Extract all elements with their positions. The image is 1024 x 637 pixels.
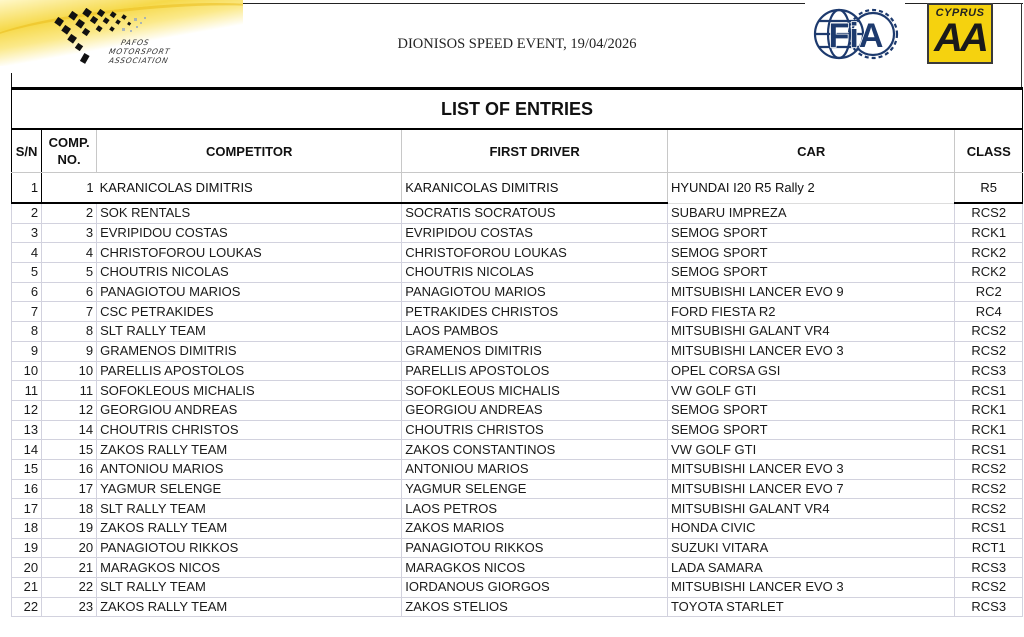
cell-competitor: SLT RALLY TEAM [97,322,402,342]
cell-first-driver: GRAMENOS DIMITRIS [402,341,668,361]
cell-class: RCS1 [955,440,1023,460]
logo-text-line: ASSOCIATION [108,56,170,65]
cell-car: LADA SAMARA [667,558,955,578]
cell-competitor: SOFOKLEOUS MICHALIS [97,381,402,401]
cell-comp-no: 17 [42,479,97,499]
cell-class: RCK1 [955,223,1023,243]
cell-car: SEMOG SPORT [667,420,955,440]
cell-comp-no: 22 [42,578,97,598]
cell-class: RCK2 [955,263,1023,283]
cell-first-driver: MARAGKOS NICOS [402,558,668,578]
cell-competitor: SOK RENTALS [97,203,402,223]
cell-competitor: CSC PETRAKIDES [97,302,402,322]
cell-class: RCS1 [955,519,1023,539]
cell-comp-no: 9 [42,341,97,361]
table-row [12,597,1023,617]
cell-first-driver: SOFOKLEOUS MICHALIS [402,381,668,401]
logo-text-line: MOTORSPORT [108,47,172,56]
cell-first-driver: PANAGIOTOU RIKKOS [402,538,668,558]
cell-class: RC2 [955,282,1023,302]
cell-class: RCS3 [955,558,1023,578]
cell-competitor: ZAKOS RALLY TEAM [97,440,402,460]
cell-class: RCS2 [955,322,1023,342]
column-header-competitor: COMPETITOR [97,129,402,173]
cell-class: RCS2 [955,499,1023,519]
cell-first-driver: CHOUTRIS NICOLAS [402,263,668,283]
cell-competitor: GEORGIOU ANDREAS [97,400,402,420]
cell-first-driver: GEORGIOU ANDREAS [402,400,668,420]
cell-car: HONDA CIVIC [667,519,955,539]
cell-class: RCS2 [955,459,1023,479]
cell-class: RCS2 [955,341,1023,361]
cell-car: SEMOG SPORT [667,263,955,283]
cell-sn: 18 [12,519,42,539]
cell-car: MITSUBISHI LANCER EVO 3 [667,578,955,598]
cell-car: SEMOG SPORT [667,400,955,420]
cell-sn: 15 [12,459,42,479]
cell-car: HYUNDAI I20 R5 Rally 2 [667,173,955,204]
table-row [12,203,1023,223]
cell-competitor: YAGMUR SELENGE [97,479,402,499]
cell-sn: 19 [12,538,42,558]
pafos-motorsport-logo [0,0,243,66]
cell-first-driver: EVRIPIDOU COSTAS [402,223,668,243]
cell-car: MITSUBISHI LANCER EVO 3 [667,341,955,361]
cell-class: RCS3 [955,597,1023,617]
cell-sn: 22 [12,597,42,617]
cell-first-driver: CHRISTOFOROU LOUKAS [402,243,668,263]
column-header-comp-no-line2: NO. [57,152,81,167]
cell-competitor: MARAGKOS NICOS [97,558,402,578]
cell-comp-no: 7 [42,302,97,322]
table-row [12,223,1023,243]
table-row [12,381,1023,401]
cell-sn: 20 [12,558,42,578]
table-row [12,440,1023,460]
aa-logo-main-text: AA [934,16,986,60]
table-row [12,558,1023,578]
table-row [12,302,1023,322]
cell-sn: 2 [12,203,42,223]
table-row [12,459,1023,479]
cell-comp-no: 14 [42,420,97,440]
column-header-comp-no [42,129,97,173]
cell-sn: 1 [12,173,42,204]
table-row [12,361,1023,381]
cell-sn: 21 [12,578,42,598]
cell-sn: 13 [12,420,42,440]
table-row [12,400,1023,420]
cell-class: RCS2 [955,203,1023,223]
cell-first-driver: CHOUTRIS CHRISTOS [402,420,668,440]
cell-sn: 17 [12,499,42,519]
cell-first-driver: ZAKOS STELIOS [402,597,668,617]
cell-comp-no: 6 [42,282,97,302]
table-header-row [12,129,1023,173]
cell-comp-no: 5 [42,263,97,283]
cell-class: R5 [955,173,1023,204]
cell-competitor: GRAMENOS DIMITRIS [97,341,402,361]
cell-car: MITSUBISHI GALANT VR4 [667,322,955,342]
column-header-first-driver: FIRST DRIVER [402,129,668,173]
table-row [12,322,1023,342]
cell-class: RCK1 [955,420,1023,440]
cell-first-driver: IORDANOUS GIORGOS [402,578,668,598]
cell-class: RCS1 [955,381,1023,401]
fia-globe-icon [812,6,900,62]
cell-sn: 5 [12,263,42,283]
cell-car: MITSUBISHI LANCER EVO 3 [667,459,955,479]
cell-sn: 3 [12,223,42,243]
cell-class: RCS2 [955,578,1023,598]
cell-comp-no: 20 [42,538,97,558]
cell-comp-no: 19 [42,519,97,539]
table-row [12,479,1023,499]
cell-competitor: CHRISTOFOROU LOUKAS [97,243,402,263]
cell-competitor: PANAGIOTOU MARIOS [97,282,402,302]
cyprus-aa-logo [927,3,993,64]
cell-comp-no: 3 [42,223,97,243]
cell-comp-no: 12 [42,400,97,420]
cell-competitor: SLT RALLY TEAM [97,578,402,598]
cell-comp-no: 2 [42,203,97,223]
cell-competitor: CHOUTRIS CHRISTOS [97,420,402,440]
cell-class: RCS3 [955,361,1023,381]
cell-first-driver: ANTONIOU MARIOS [402,459,668,479]
cell-sn: 10 [12,361,42,381]
logo-text-line: PAFOS [120,38,151,47]
cell-comp-no: 21 [42,558,97,578]
cell-first-driver: PARELLIS APOSTOLOS [402,361,668,381]
cell-sn: 9 [12,341,42,361]
entries-table [11,90,1023,617]
aa-logo-top-text: CYPRUS [935,7,985,19]
event-title: DIONISOS SPEED EVENT, 19/04/2026 [397,36,637,52]
cell-comp-no: 4 [42,243,97,263]
cell-class: RCT1 [955,538,1023,558]
cell-car: VW GOLF GTI [667,381,955,401]
table-row [12,499,1023,519]
cell-first-driver: SOCRATIS SOCRATOUS [402,203,668,223]
table-title-row [12,90,1023,129]
cell-car: SUZUKI VITARA [667,538,955,558]
column-header-comp-no-line1: COMP. [48,135,90,150]
cell-sn: 11 [12,381,42,401]
cell-first-driver: LAOS PAMBOS [402,322,668,342]
cell-sn: 7 [12,302,42,322]
cell-competitor: CHOUTRIS NICOLAS [97,263,402,283]
cell-first-driver: PETRAKIDES CHRISTOS [402,302,668,322]
table-row [12,341,1023,361]
cell-car: OPEL CORSA GSI [667,361,955,381]
cell-car: FORD FIESTA R2 [667,302,955,322]
cell-comp-no: 11 [42,381,97,401]
cell-sn: 12 [12,400,42,420]
cell-class: RCK2 [955,243,1023,263]
cell-first-driver: ZAKOS CONSTANTINOS [402,440,668,460]
table-row [12,173,1023,204]
table-row [12,519,1023,539]
table-title: LIST OF ENTRIES [12,90,1023,129]
column-header-sn: S/N [12,129,42,173]
cell-sn: 16 [12,479,42,499]
cell-car: SEMOG SPORT [667,243,955,263]
cell-sn: 14 [12,440,42,460]
table-row [12,263,1023,283]
cell-first-driver: LAOS PETROS [402,499,668,519]
cell-class: RC4 [955,302,1023,322]
cell-car: SEMOG SPORT [667,223,955,243]
cell-first-driver: ZAKOS MARIOS [402,519,668,539]
cell-comp-no: 18 [42,499,97,519]
cell-car: TOYOTA STARLET [667,597,955,617]
cell-car: MITSUBISHI LANCER EVO 7 [667,479,955,499]
cell-competitor: ANTONIOU MARIOS [97,459,402,479]
cell-comp-no: 23 [42,597,97,617]
cell-competitor: KARANICOLAS DIMITRIS [97,173,402,204]
cell-sn: 6 [12,282,42,302]
cell-sn: 8 [12,322,42,342]
fia-text: FiA [828,17,884,55]
cell-competitor: EVRIPIDOU COSTAS [97,223,402,243]
cell-car: VW GOLF GTI [667,440,955,460]
table-row [12,282,1023,302]
cell-competitor: PARELLIS APOSTOLOS [97,361,402,381]
cell-class: RCK1 [955,400,1023,420]
cell-competitor: ZAKOS RALLY TEAM [97,597,402,617]
page-right-border [1021,3,1022,90]
cell-car: MITSUBISHI LANCER EVO 9 [667,282,955,302]
cell-class: RCS2 [955,479,1023,499]
table-row [12,243,1023,263]
cell-comp-no: 15 [42,440,97,460]
column-header-class: CLASS [955,129,1023,173]
cell-first-driver: YAGMUR SELENGE [402,479,668,499]
cell-comp-no: 1 [42,173,97,204]
cell-comp-no: 8 [42,322,97,342]
cell-competitor: SLT RALLY TEAM [97,499,402,519]
cell-car: MITSUBISHI GALANT VR4 [667,499,955,519]
header-top-rule [243,3,805,4]
table-row [12,538,1023,558]
cell-comp-no: 16 [42,459,97,479]
cell-competitor: ZAKOS RALLY TEAM [97,519,402,539]
cell-first-driver: KARANICOLAS DIMITRIS [402,173,668,204]
cell-car: SUBARU IMPREZA [667,203,955,223]
table-row [12,578,1023,598]
cell-first-driver: PANAGIOTOU MARIOS [402,282,668,302]
cell-comp-no: 10 [42,361,97,381]
cell-sn: 4 [12,243,42,263]
table-row [12,420,1023,440]
column-header-car: CAR [667,129,955,173]
cell-competitor: PANAGIOTOU RIKKOS [97,538,402,558]
